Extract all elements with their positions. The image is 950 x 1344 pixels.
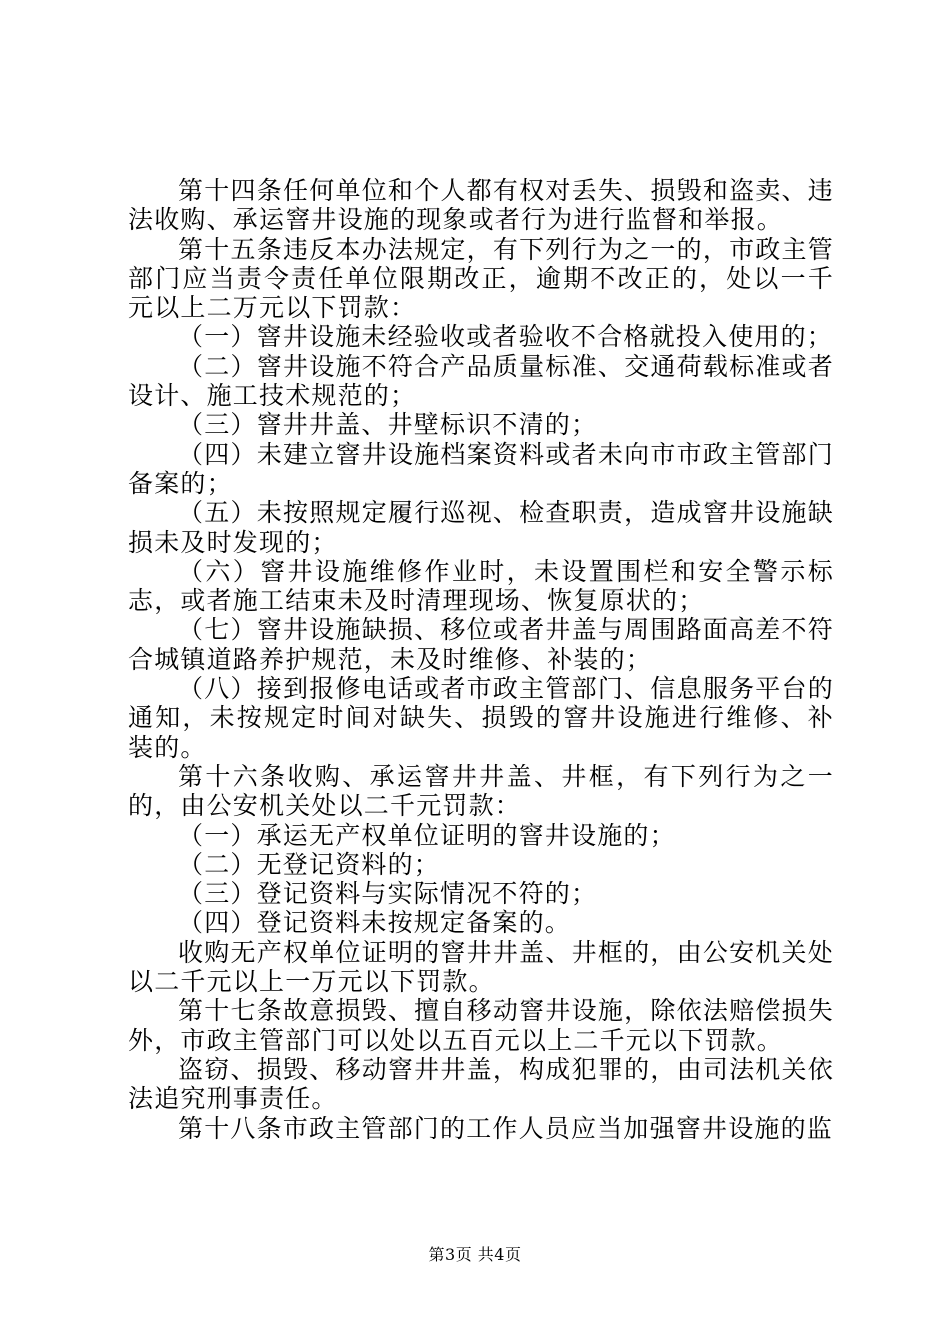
- paragraph-article-16: 第十六条收购、承运窨井井盖、井框，有下列行为之一的，由公安机关处以二千元罚款：: [128, 761, 834, 821]
- paragraph-article-16-item-1: （一）承运无产权单位证明的窨井设施的；: [178, 820, 676, 850]
- paragraph-article-15-item-5: （五）未按照规定履行巡视、检查职责，造成窨井设施缺损未及时发现的；: [128, 498, 834, 557]
- paragraph-article-17: 第十七条故意损毁、擅自移动窨井设施，除依法赔偿损失外，市政主管部门可以处以五百元以上二千元以下罚款。: [128, 996, 834, 1055]
- paragraph-article-18: 第十八条市政主管部门的工作人员应当加强窨井设施的监: [178, 1113, 834, 1143]
- paragraph-article-15-item-2: （二）窨井设施不符合产品质量标准、交通荷载标准或者设计、施工技术规范的；: [128, 351, 834, 411]
- paragraph-article-16-item-4: （四）登记资料未按规定备案的。: [178, 908, 572, 938]
- paragraph-article-15-item-7: （七）窨井设施缺损、移位或者井盖与周围路面高差不符合城镇道路养护规范，未及时维修、补装的；: [128, 615, 834, 674]
- paragraph-article-15-item-3: （三）窨井井盖、井壁标识不清的；: [178, 410, 598, 440]
- paragraph-article-16-clause-2: 收购无产权单位证明的窨井井盖、井框的，由公安机关处以二千元以上一万元以下罚款。: [128, 937, 834, 997]
- page-number-footer: 第3页 共4页: [428, 1245, 522, 1264]
- paragraph-article-16-item-3: （三）登记资料与实际情况不符的；: [178, 879, 598, 909]
- paragraph-article-17-clause-2: 盗窃、损毁、移动窨井井盖，构成犯罪的，由司法机关依法追究刑事责任。: [128, 1054, 834, 1114]
- document-body: [128, 176, 834, 1143]
- paragraph-article-15-item-6: （六）窨井设施维修作业时，未设置围栏和安全警示标志，或者施工结束未及时清理现场、恢复原状的；: [128, 556, 834, 616]
- paragraph-article-16-item-2: （二）无登记资料的；: [178, 849, 441, 879]
- paragraph-article-15-item-8: （八）接到报修电话或者市政主管部门、信息服务平台的通知，未按规定时间对缺失、损毁的窨井设施进行维修、补装的。: [128, 674, 834, 762]
- paragraph-article-14: 第十四条任何单位和个人都有权对丢失、损毁和盗卖、违法收购、承运窨井设施的现象或者行为进行监督和举报。: [128, 176, 834, 235]
- paragraph-article-15-item-4: （四）未建立窨井设施档案资料或者未向市市政主管部门备案的；: [128, 439, 834, 498]
- paragraph-article-15: 第十五条违反本办法规定，有下列行为之一的，市政主管部门应当责令责任单位限期改正，逾期不改正的，处以一千元以上二万元以下罚款：: [128, 234, 834, 323]
- paragraph-article-15-item-1: （一）窨井设施未经验收或者验收不合格就投入使用的；: [178, 322, 834, 352]
